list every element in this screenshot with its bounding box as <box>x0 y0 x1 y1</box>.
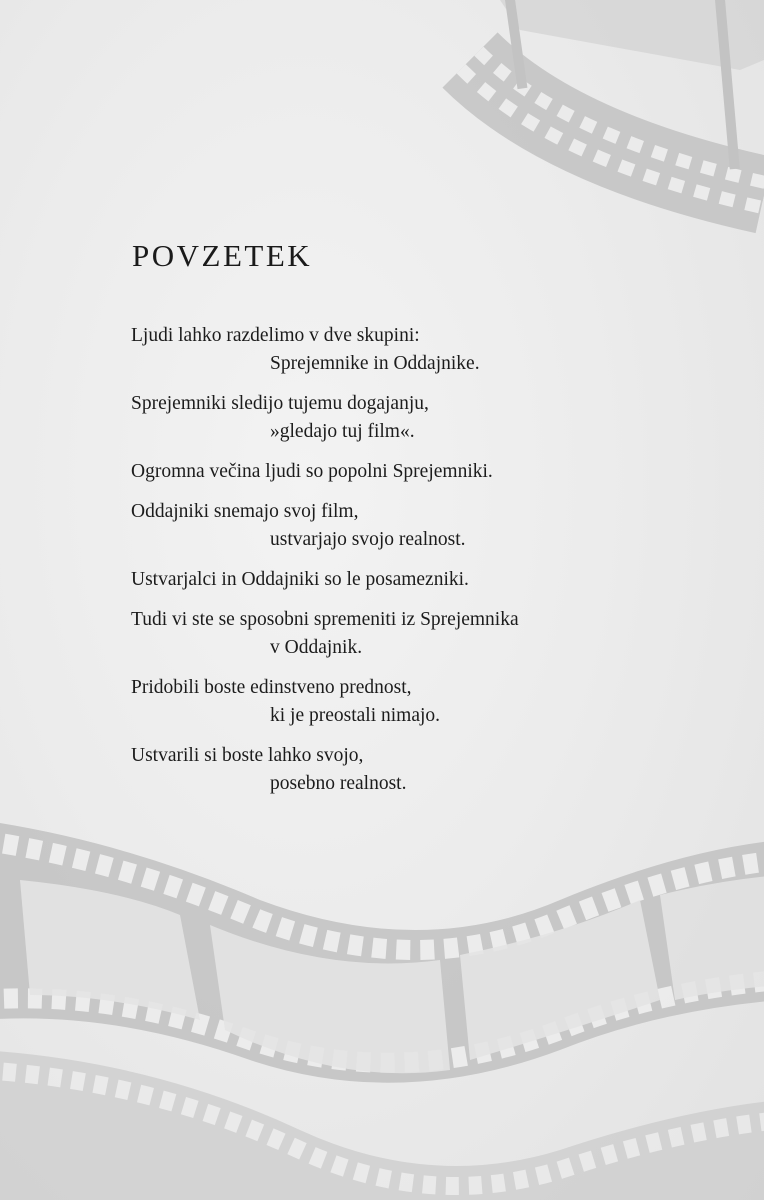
summary-line-continued: v Oddajnik. <box>270 637 363 658</box>
summary-line-continued: ki je preostali nimajo. <box>270 705 441 726</box>
summary-line: Ustvarili si boste lahko svojo, <box>131 745 364 766</box>
summary-line: Ljudi lahko razdelimo v dve skupini: <box>131 325 420 346</box>
summary-item <box>131 674 731 730</box>
summary-line: Ustvarjalci in Oddajniki so le posamezniki. <box>131 569 469 590</box>
summary-item <box>131 566 731 594</box>
summary-line-continued: posebno realnost. <box>270 773 407 794</box>
summary-item <box>131 390 731 446</box>
summary-item <box>131 458 731 486</box>
summary-line-continued: »gledajo tuj film«. <box>270 421 415 442</box>
summary-line: Tudi vi ste se sposobni spremeniti iz Sprejemnika <box>131 609 519 630</box>
summary-item <box>131 322 731 378</box>
top-film-strip <box>470 0 764 195</box>
summary-list <box>131 322 731 810</box>
summary-line: Sprejemniki sledijo tujemu dogajanju, <box>131 393 429 414</box>
summary-line: Oddajniki snemajo svoj film, <box>131 501 359 522</box>
summary-line: Pridobili boste edinstveno prednost, <box>131 677 412 698</box>
summary-item <box>131 606 731 662</box>
bottom-film-strip <box>0 820 764 1083</box>
summary-line: Ogromna večina ljudi so popolni Sprejemniki. <box>131 461 493 482</box>
summary-line-continued: Sprejemnike in Oddajnike. <box>270 353 480 374</box>
summary-item <box>131 498 731 554</box>
summary-line-continued: ustvarjajo svojo realnost. <box>270 529 466 550</box>
page-title: POVZETEK <box>132 238 313 273</box>
summary-item <box>131 742 731 798</box>
